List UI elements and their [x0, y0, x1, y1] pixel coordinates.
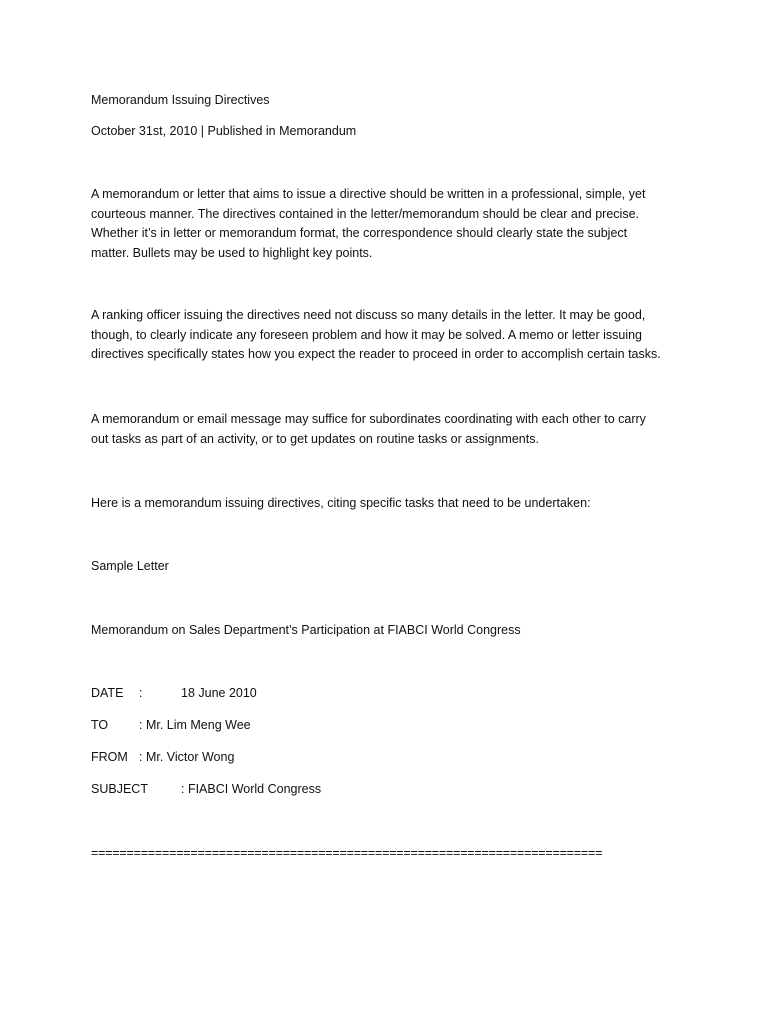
memo-date-value: 18 June 2010	[181, 686, 257, 700]
paragraph-line: directives specifically states how you expect the reader to proceed in order to accomplish certain tasks.	[91, 347, 661, 361]
paragraph-line: out tasks as part of an activity, or to get updates on routine tasks or assignments.	[91, 431, 539, 446]
publication-meta: October 31st, 2010 | Published in Memorandum	[91, 124, 357, 138]
paragraph-line: Whether it’s in letter or memorandum format, the correspondence should clearly state the subject	[91, 226, 628, 240]
paragraph-2	[91, 306, 681, 365]
memo-date-row	[91, 683, 257, 703]
memo-to-row	[91, 715, 251, 735]
paragraph-3	[91, 410, 681, 449]
intro-text: Here is a memorandum issuing directives, citing specific tasks that need to be undertaken:	[91, 496, 591, 510]
separator-line: ========================================================================	[91, 846, 603, 860]
paragraph-line: matter. Bullets may be used to highlight key points.	[91, 245, 373, 260]
paragraph-line: A ranking officer issuing the directives need not discuss so many details in the letter. It may be good,	[91, 308, 646, 322]
paragraph-1	[91, 185, 681, 263]
memo-from-row	[91, 747, 234, 767]
memo-subject-label: SUBJECT	[91, 782, 148, 796]
memo-from-value: : Mr. Victor Wong	[139, 750, 235, 764]
document-title: Memorandum Issuing Directives	[91, 93, 270, 107]
sample-letter-heading: Sample Letter	[91, 559, 169, 573]
paragraph-line: A memorandum or letter that aims to issue a directive should be written in a professional, simple, yet	[91, 187, 646, 201]
paragraph-line: A memorandum or email message may suffice for subordinates coordinating with each other to carry	[91, 412, 646, 426]
paragraph-line: though, to clearly indicate any foreseen problem and how it may be solved. A memo or letter issuing	[91, 327, 642, 342]
memo-subject-row	[91, 779, 321, 799]
memo-from-label: FROM	[91, 750, 128, 764]
memo-title: Memorandum on Sales Department’s Participation at FIABCI World Congress	[91, 623, 521, 637]
memo-date-label: DATE	[91, 686, 124, 700]
memo-to-label: TO	[91, 718, 109, 732]
memo-date-colon: :	[139, 686, 143, 700]
memo-subject-value: : FIABCI World Congress	[181, 782, 322, 796]
paragraph-line: courteous manner. The directives contained in the letter/memorandum should be clear and precise.	[91, 206, 639, 221]
memo-to-value: : Mr. Lim Meng Wee	[139, 718, 251, 732]
